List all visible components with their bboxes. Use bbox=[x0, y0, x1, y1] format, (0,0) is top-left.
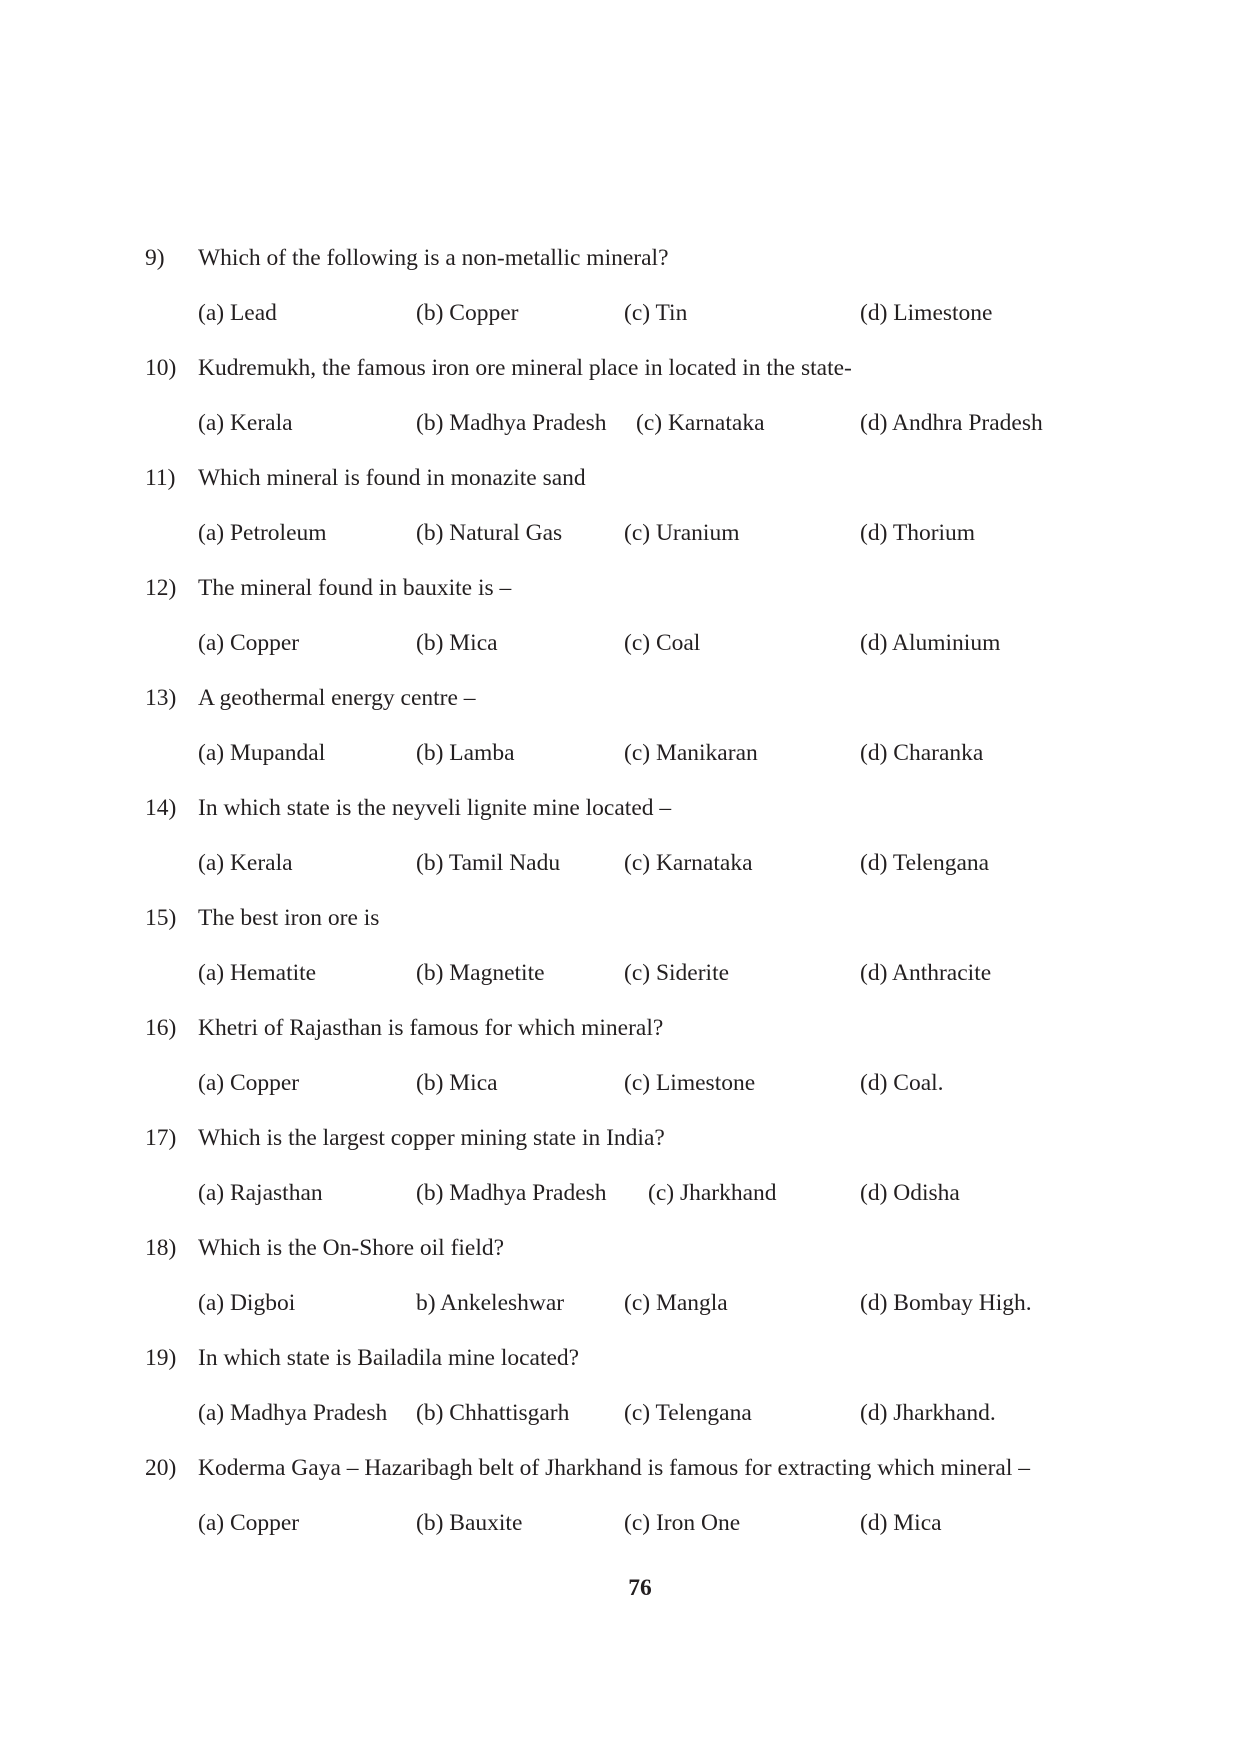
option-a: (a) Kerala bbox=[198, 850, 293, 876]
question-line bbox=[0, 1008, 1240, 1048]
option-b: (b) Tamil Nadu bbox=[416, 850, 561, 876]
question-number: 13) bbox=[145, 685, 177, 711]
question-16 bbox=[0, 1008, 1240, 1118]
options-row bbox=[0, 733, 1240, 773]
question-text: The mineral found in bauxite is – bbox=[198, 575, 512, 601]
options-row bbox=[0, 403, 1240, 443]
question-text: The best iron ore is bbox=[198, 905, 380, 931]
option-a: (a) Mupandal bbox=[198, 740, 326, 766]
page-number: 76 bbox=[628, 1575, 652, 1601]
option-d: (d) Jharkhand. bbox=[860, 1400, 996, 1426]
option-c: (c) Telengana bbox=[624, 1400, 752, 1426]
question-19 bbox=[0, 1338, 1240, 1448]
question-number: 9) bbox=[145, 245, 165, 271]
question-13 bbox=[0, 678, 1240, 788]
question-10 bbox=[0, 348, 1240, 458]
option-c: (c) Manikaran bbox=[624, 740, 758, 766]
question-line bbox=[0, 458, 1240, 498]
question-line bbox=[0, 1338, 1240, 1378]
option-b: (b) Magnetite bbox=[416, 960, 545, 986]
option-d: (d) Thorium bbox=[860, 520, 976, 546]
question-text: Which is the On-Shore oil field? bbox=[198, 1235, 505, 1261]
option-a: (a) Copper bbox=[198, 1510, 300, 1536]
question-number: 19) bbox=[145, 1345, 177, 1371]
option-d: (d) Limestone bbox=[860, 300, 993, 326]
option-b: (b) Lamba bbox=[416, 740, 515, 766]
option-d: (d) Odisha bbox=[860, 1180, 960, 1206]
question-text: Khetri of Rajasthan is famous for which mineral? bbox=[198, 1015, 664, 1041]
option-c: (c) Limestone bbox=[624, 1070, 756, 1096]
options-row bbox=[0, 293, 1240, 333]
option-b: (b) Mica bbox=[416, 630, 498, 656]
option-b: (b) Copper bbox=[416, 300, 519, 326]
option-b: (b) Natural Gas bbox=[416, 520, 563, 546]
options-row bbox=[0, 623, 1240, 663]
question-line bbox=[0, 568, 1240, 608]
question-text: Kudremukh, the famous iron ore mineral place in located in the state- bbox=[198, 355, 852, 381]
question-number: 11) bbox=[145, 465, 176, 491]
option-c: (c) Karnataka bbox=[636, 410, 765, 436]
option-c: (c) Karnataka bbox=[624, 850, 753, 876]
options-row bbox=[0, 1173, 1240, 1213]
question-12 bbox=[0, 568, 1240, 678]
option-c: (c) Siderite bbox=[624, 960, 730, 986]
question-text: Koderma Gaya – Hazaribagh belt of Jharkhand is famous for extracting which mineral – bbox=[198, 1455, 1031, 1481]
option-d: (d) Telengana bbox=[860, 850, 990, 876]
question-text: A geothermal energy centre – bbox=[198, 685, 476, 711]
question-number: 18) bbox=[145, 1235, 177, 1261]
option-b: (b) Bauxite bbox=[416, 1510, 523, 1536]
option-d: (d) Mica bbox=[860, 1510, 942, 1536]
options-row bbox=[0, 1393, 1240, 1433]
question-11 bbox=[0, 458, 1240, 568]
question-number: 17) bbox=[145, 1125, 177, 1151]
question-9 bbox=[0, 238, 1240, 348]
question-line bbox=[0, 1118, 1240, 1158]
question-text: In which state is the neyveli lignite mine located – bbox=[198, 795, 672, 821]
option-a: (a) Digboi bbox=[198, 1290, 296, 1316]
option-a: (a) Kerala bbox=[198, 410, 293, 436]
option-a: (a) Lead bbox=[198, 300, 277, 326]
option-c: (c) Coal bbox=[624, 630, 701, 656]
question-line bbox=[0, 678, 1240, 718]
option-b: (b) Chhattisgarh bbox=[416, 1400, 570, 1426]
option-a: (a) Rajasthan bbox=[198, 1180, 323, 1206]
question-number: 10) bbox=[145, 355, 177, 381]
option-d: (d) Anthracite bbox=[860, 960, 992, 986]
option-c: (c) Iron One bbox=[624, 1510, 741, 1536]
options-row bbox=[0, 1503, 1240, 1543]
option-d: (d) Andhra Pradesh bbox=[860, 410, 1043, 436]
question-line bbox=[0, 788, 1240, 828]
option-a: (a) Copper bbox=[198, 1070, 300, 1096]
option-b: (b) Mica bbox=[416, 1070, 498, 1096]
option-c: (c) Mangla bbox=[624, 1290, 728, 1316]
question-line bbox=[0, 238, 1240, 278]
option-d: (d) Charanka bbox=[860, 740, 984, 766]
question-line bbox=[0, 348, 1240, 388]
question-text: Which is the largest copper mining state in India? bbox=[198, 1125, 665, 1151]
option-d: (d) Coal. bbox=[860, 1070, 944, 1096]
option-c: (c) Uranium bbox=[624, 520, 740, 546]
options-row bbox=[0, 1063, 1240, 1103]
option-a: (a) Petroleum bbox=[198, 520, 327, 546]
question-number: 15) bbox=[145, 905, 177, 931]
option-a: (a) Madhya Pradesh bbox=[198, 1400, 388, 1426]
question-number: 16) bbox=[145, 1015, 177, 1041]
question-line bbox=[0, 1448, 1240, 1488]
options-row bbox=[0, 513, 1240, 553]
options-row bbox=[0, 953, 1240, 993]
option-b: (b) Madhya Pradesh bbox=[416, 1180, 607, 1206]
option-a: (a) Hematite bbox=[198, 960, 317, 986]
option-d: (d) Bombay High. bbox=[860, 1290, 1032, 1316]
question-line bbox=[0, 898, 1240, 938]
question-14 bbox=[0, 788, 1240, 898]
question-text: Which mineral is found in monazite sand bbox=[198, 465, 586, 491]
options-row bbox=[0, 1283, 1240, 1323]
option-b: (b) Madhya Pradesh bbox=[416, 410, 607, 436]
question-15 bbox=[0, 898, 1240, 1008]
question-number: 14) bbox=[145, 795, 177, 821]
option-d: (d) Aluminium bbox=[860, 630, 1001, 656]
question-20 bbox=[0, 1448, 1240, 1558]
question-number: 12) bbox=[145, 575, 177, 601]
question-number: 20) bbox=[145, 1455, 177, 1481]
option-c: (c) Tin bbox=[624, 300, 688, 326]
option-b: b) Ankeleshwar bbox=[416, 1290, 565, 1316]
question-text: In which state is Bailadila mine located? bbox=[198, 1345, 580, 1371]
question-18 bbox=[0, 1228, 1240, 1338]
question-text: Which of the following is a non-metallic mineral? bbox=[198, 245, 669, 271]
option-a: (a) Copper bbox=[198, 630, 300, 656]
options-row bbox=[0, 843, 1240, 883]
option-c: (c) Jharkhand bbox=[648, 1180, 777, 1206]
question-17 bbox=[0, 1118, 1240, 1228]
question-line bbox=[0, 1228, 1240, 1268]
